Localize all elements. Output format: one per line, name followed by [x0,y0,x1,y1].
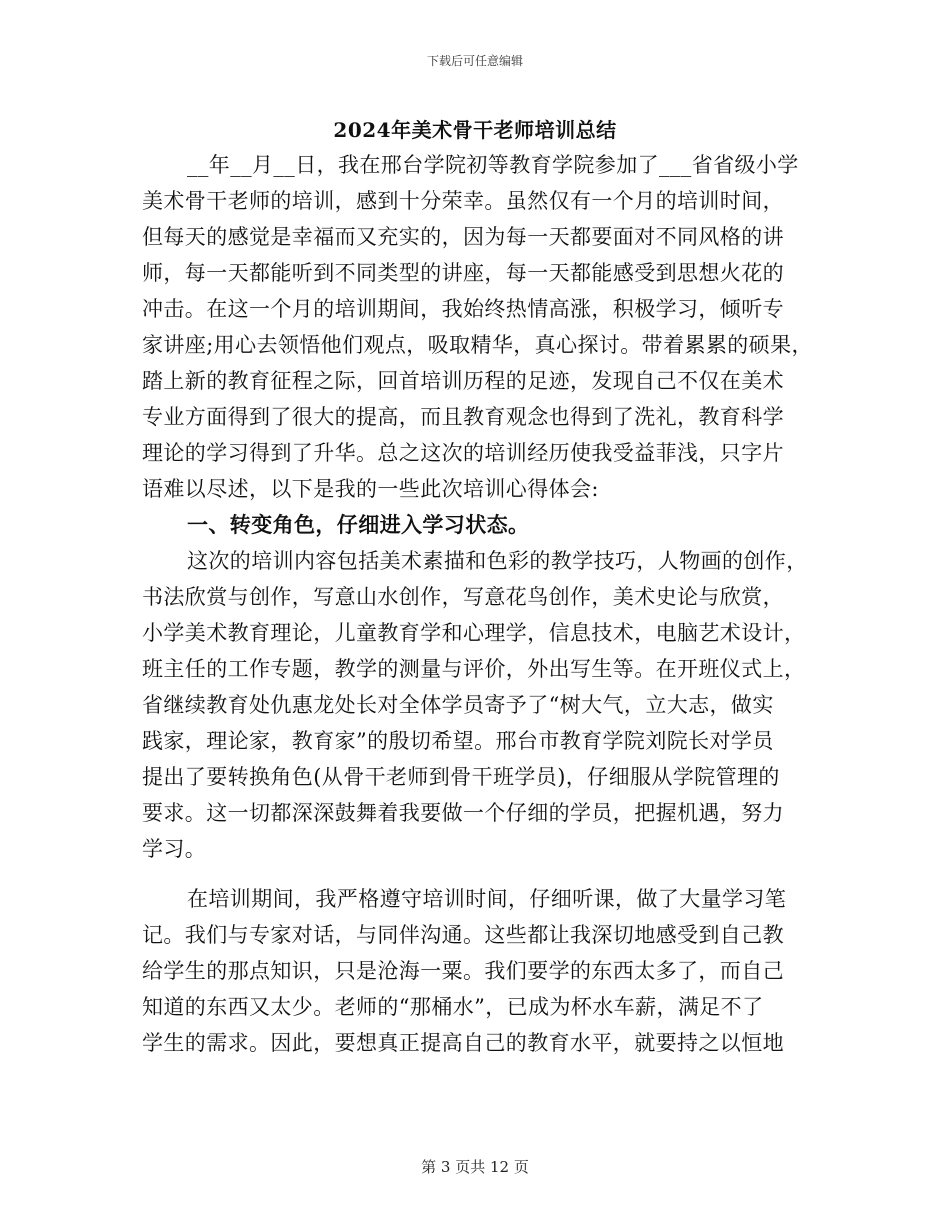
paragraph-line: 语难以尽述，以下是我的一些此次培训心得体会: [142,477,599,501]
paragraph-line: 师，每一天都能听到不同类型的讲座，每一天都能感受到思想火花的 [142,261,784,285]
paragraph-line: 班主任的工作专题，教学的测量与评价，外出写生等。在开班仪式上， [142,657,806,681]
paragraph-gap [142,867,807,881]
paragraph-line: 书法欣赏与创作，写意山水创作，写意花鸟创作，美术史论与欣赏， [142,585,784,609]
paragraph-line: 学习。 [142,837,207,861]
paragraph-line: 家讲座;用心去领悟他们观点，吸取精华，真心探讨。带着累累的硕果， [142,333,813,357]
paragraph-line: 知道的东西又太少。老师的“那桶水”，已成为杯水车薪，满足不了 [142,995,764,1019]
paragraph-line: 记。我们与专家对话，与同伴沟通。这些都让我深切地感受到自己教 [142,923,784,947]
paragraph-line: 提出了要转换角色(从骨干老师到骨干班学员)，仔细服从学院管理的 [142,765,780,789]
paragraph-line: 要求。这一切都深深鼓舞着我要做一个仔细的学员，把握机遇，努力 [142,801,784,825]
paragraph-line: 在培训期间，我严格遵守培训时间，仔细听课，做了大量学习笔 [187,887,787,911]
paragraph-line: 专业方面得到了很大的提高，而且教育观念也得到了洗礼，教育科学 [142,405,784,429]
paragraph-study-period [142,881,807,1061]
document-title: 2024年美术骨干老师培训总结 [333,118,617,142]
paragraph-line: 这次的培训内容包括美术素描和色彩的教学技巧，人物画的创作， [187,549,808,573]
paragraph-line: 小学美术教育理论，儿童教育学和心理学，信息技术，电脑艺术设计， [142,621,806,645]
paragraph-line: 踏上新的教育征程之际，回首培训历程的足迹，发现自己不仅在美术 [142,369,784,393]
paragraph-line: 理论的学习得到了升华。总之这次的培训经历使我受益菲浅，只字片 [142,441,784,465]
paragraph-line: 省继续教育处仇惠龙处长对全体学员寄予了“树大气，立大志，做实 [142,693,774,717]
paragraph-line: 美术骨干老师的培训，感到十分荣幸。虽然仅有一个月的培训时间， [142,189,784,213]
paragraph-training-content [142,543,807,867]
paragraph-line: 给学生的那点知识，只是沧海一粟。我们要学的东西太多了，而自己 [142,959,784,983]
paragraph-line: 学生的需求。因此，要想真正提高自己的教育水平，就要持之以恒地 [142,1031,784,1055]
document-body [142,147,813,1061]
page-number: 第 3 页共 12 页 [421,1158,529,1176]
section-heading: 一、转变角色，仔细进入学习状态。 [187,512,530,537]
header-note: 下载后可任意编辑 [426,54,523,68]
paragraph-line: 但每天的感觉是幸福而又充实的，因为每一天都要面对不同风格的讲 [142,225,784,249]
paragraph-line: 践家，理论家，教育家”的殷切希望。邢台市教育学院刘院长对学员 [142,729,774,753]
paragraph-line: __年__月__日，我在邢台学院初等教育学院参加了___省省级小学 [187,153,799,177]
paragraph-line: 冲击。在这一个月的培训期间，我始终热情高涨，积极学习，倾听专 [142,297,784,321]
paragraph-intro [142,147,813,507]
